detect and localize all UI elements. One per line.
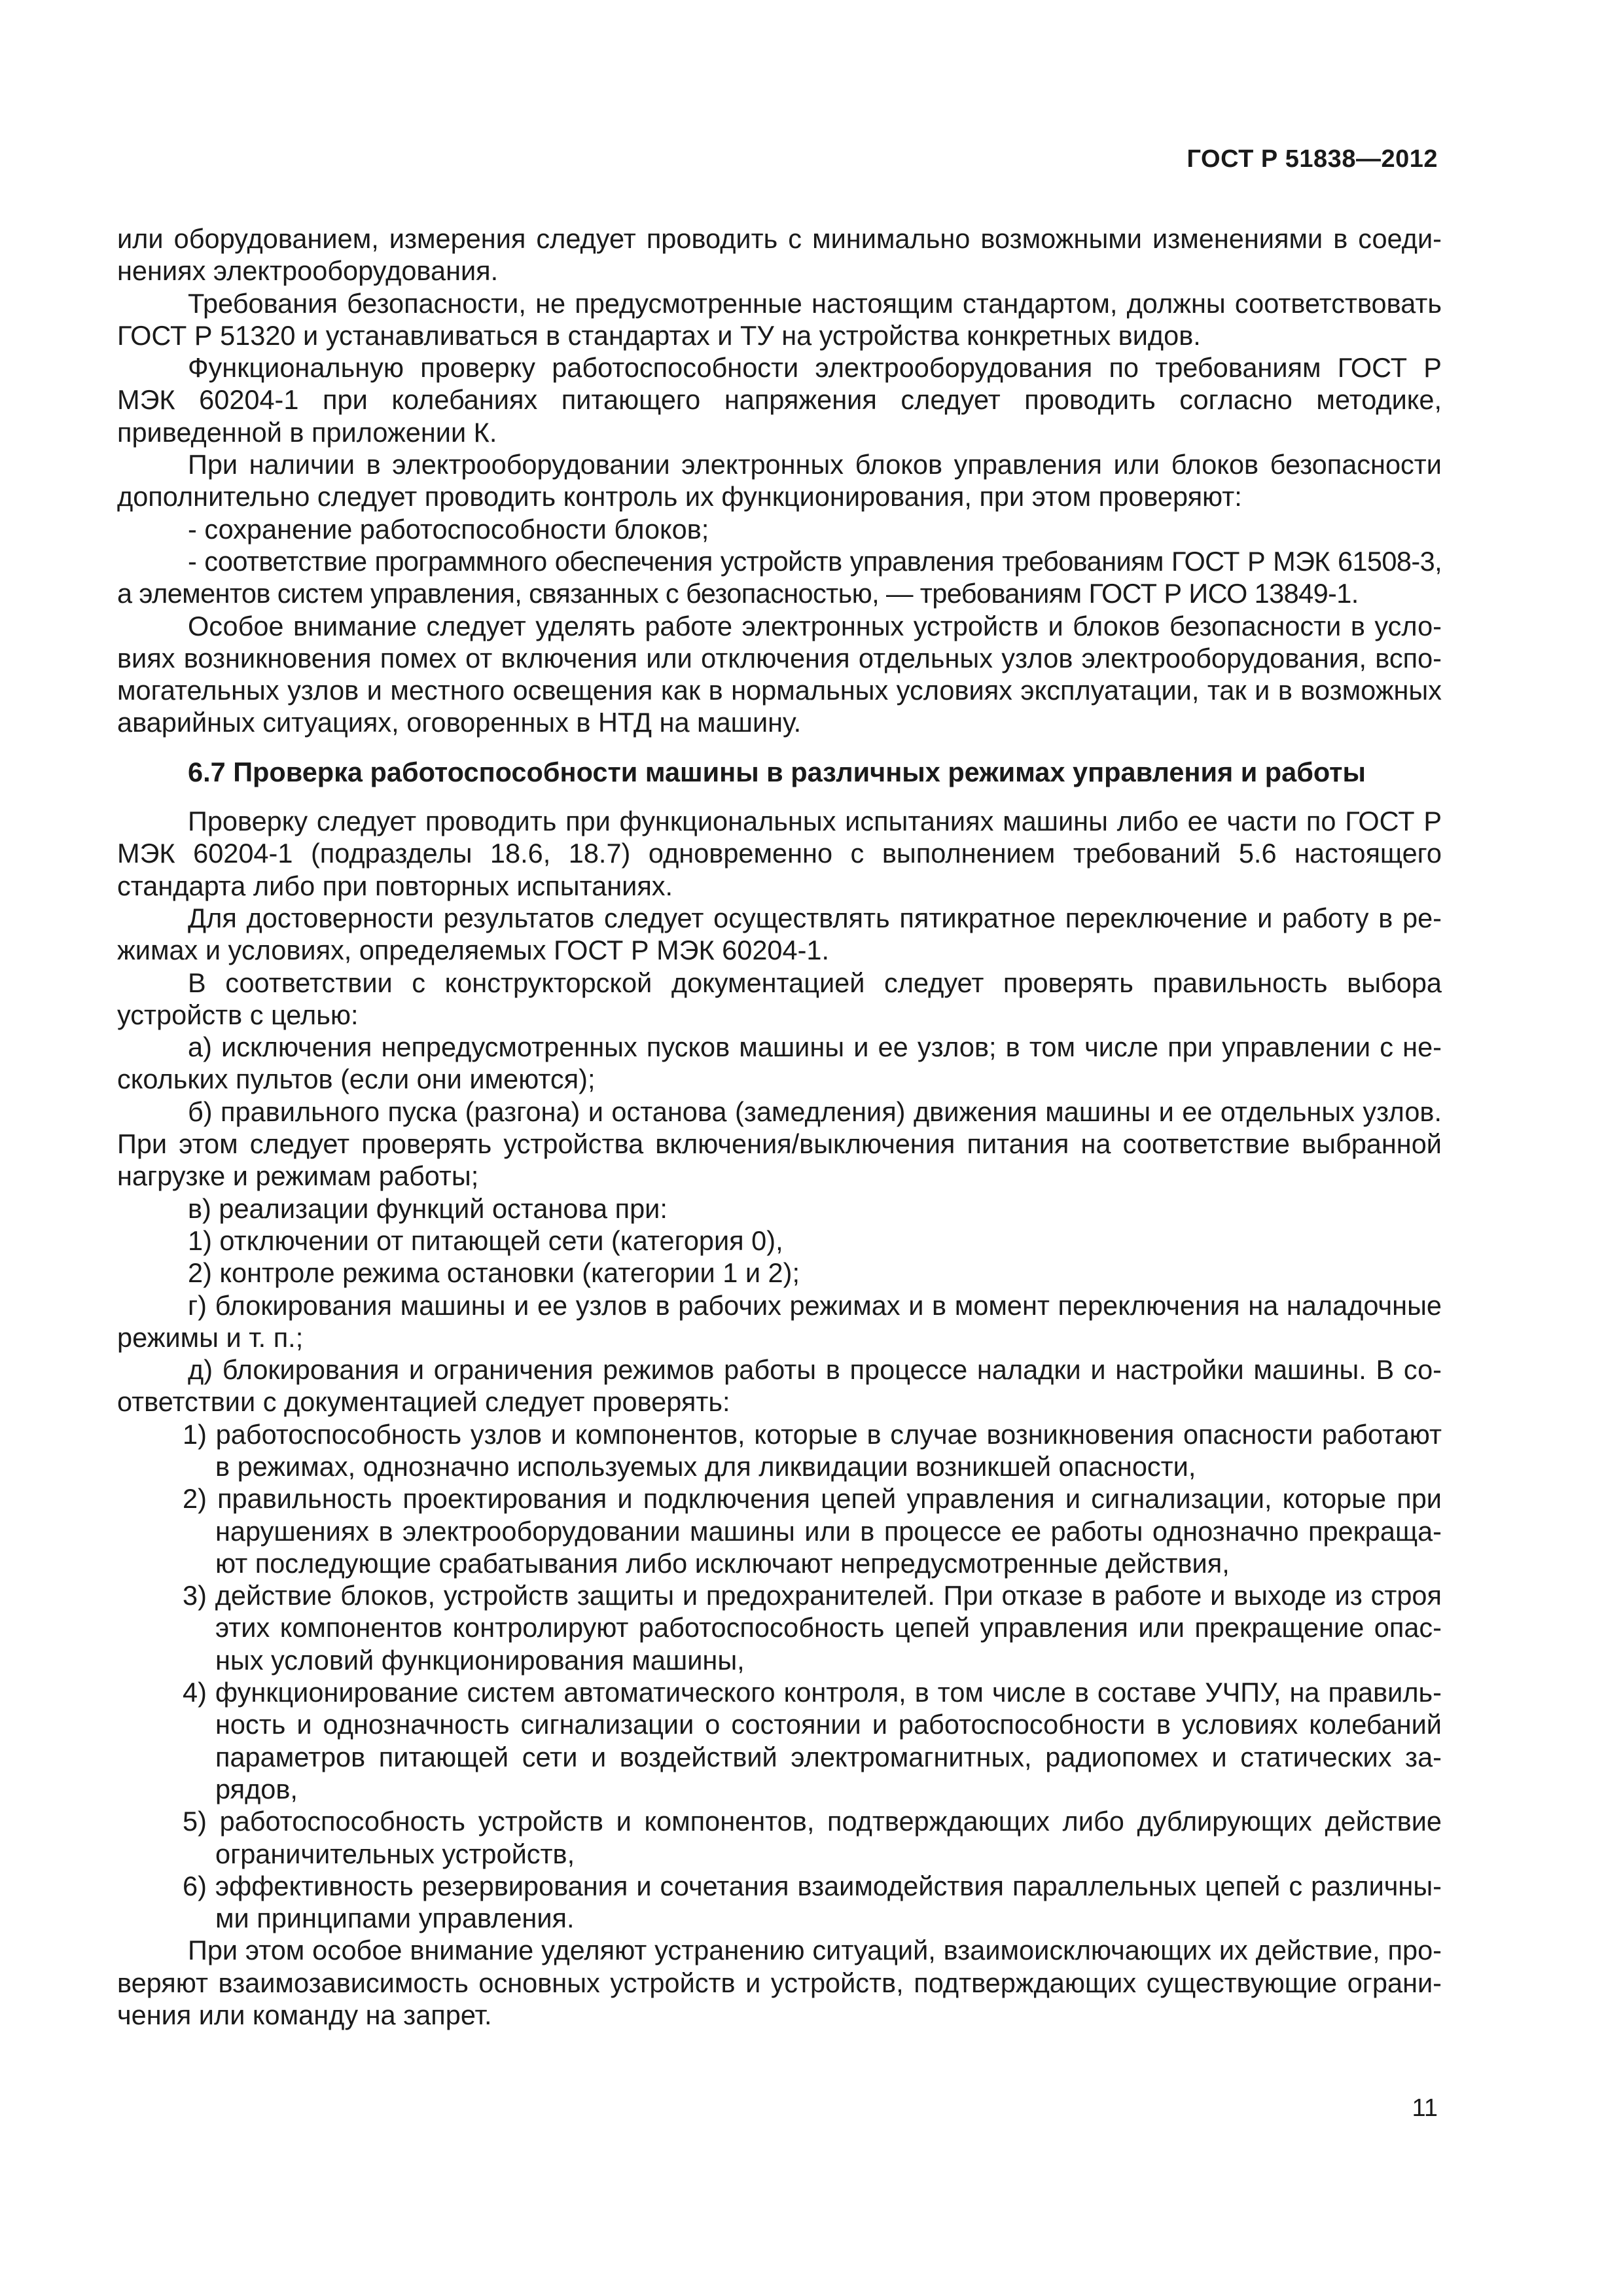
- list-item-letter: д) блокирования и ограничения режимов работы в процессе наладки и настройки машины. В со-ответствии с документацией следует проверять:: [117, 1354, 1442, 1418]
- list-item-letter: г) блокирования машины и ее узлов в рабочих режимах и в момент переключения на наладочные режимы и т. п.;: [117, 1289, 1442, 1353]
- numbered-list-item: 5) работоспособность устройств и компонентов, подтверждающих либо дублирующих действие ограничительных устройств,: [183, 1806, 1442, 1869]
- paragraph: При наличии в электрооборудовании электронных блоков управления или блоков безопасности дополнительно следует проводить контроль их функционирования, при этом проверяют:: [117, 449, 1442, 512]
- paragraph: При этом особое внимание уделяют устранению ситуаций, взаимоисключающих их действие, про-веряют взаимозависимость основных устройств и устройств, подтверждающих существующие ограни-чения или команду на запрет.: [117, 1935, 1442, 2031]
- paragraph-continued: или оборудованием, измерения следует проводить с минимально возможными изменениями в соеди-нениях электрооборудования.: [117, 223, 1442, 287]
- numbered-list-item: 3) действие блоков, устройств защиты и предохранителей. При отказе в работе и выходе из строя этих компонентов контролируют работоспособность цепей управления или прекращение опас-ных условий функционирования машины,: [183, 1580, 1442, 1676]
- list-item-number: 2) контроле режима остановки (категории 1 и 2);: [188, 1257, 800, 1289]
- paragraph: Проверку следует проводить при функциональных испытаниях машины либо ее части по ГОСТ Р МЭК 60204-1 (подразделы 18.6, 18.7) одновременно с выполнением требований 5.6 настоящего стандарта либо при повторных испытаниях.: [117, 806, 1442, 901]
- paragraph: Особое внимание следует уделять работе электронных устройств и блоков безопасности в усло-виях возникновения помех от включения или отключения отдельных узлов электрооборудования, вспо-могательных узлов и местного освещения как в нормальных условиях эксплуатации, так и в возможных аварийных ситуациях, оговоренных в НТД на машину.: [117, 610, 1442, 738]
- list-item-number: 1) отключении от питающей сети (категория 0),: [188, 1225, 783, 1256]
- paragraph: Требования безопасности, не предусмотренные настоящим стандартом, должны соответствовать ГОСТ Р 51320 и устанавливаться в стандартах и ТУ на устройства конкретных видов.: [117, 287, 1442, 351]
- page-number: 11: [1412, 2094, 1438, 2122]
- list-item-letter: б) правильного пуска (разгона) и останова (замедления) движения машины и ее отдельных узлов. При этом следует проверять устройства включения/выключения питания на соответствие выбранной нагрузке и режимам работы;: [117, 1096, 1442, 1192]
- section-heading: 6.7 Проверка работоспособности машины в различных режимах управления и работы: [188, 756, 1366, 787]
- numbered-list-item: 2) правильность проектирования и подключения цепей управления и сигнализации, которые при нарушениях в электрооборудовании машины или в процессе ее работы однозначно прекраща-ют последующие срабатывания либо исключают непредусмотренные действия,: [183, 1483, 1442, 1579]
- numbered-list-item: 4) функционирование систем автоматического контроля, в том числе в составе УЧПУ, на правиль-ность и однозначность сигнализации о состоянии и работоспособности в условиях колебаний параметров питающей сети и воздействий электромагнитных, радиопомех и статических за-рядов,: [183, 1677, 1442, 1804]
- list-item-dash: - соответствие программного обеспечения устройств управления требованиям ГОСТ Р МЭК 61508-3, а элементов систем управления, связанных с безопасностью, — требованиям ГОСТ Р ИСО 13849-1.: [117, 545, 1442, 609]
- list-item-letter: в) реализации функций останова при:: [188, 1193, 668, 1224]
- paragraph: Функциональную проверку работоспособности электрооборудования по требованиям ГОСТ Р МЭК 60204-1 при колебаниях питающего напряжения следует проводить согласно методике, приведенной в приложении К.: [117, 352, 1442, 448]
- list-item-letter: а) исключения непредусмотренных пусков машины и ее узлов; в том числе при управлении с не-скольких пультов (если они имеются);: [117, 1031, 1442, 1095]
- paragraph: Для достоверности результатов следует осуществлять пятикратное переключение и работу в ре-жимах и условиях, определяемых ГОСТ Р МЭК 60204-1.: [117, 902, 1442, 966]
- numbered-list-item: 1) работоспособность узлов и компонентов, которые в случае возникновения опасности работают в режимах, однозначно используемых для ликвидации возникшей опасности,: [183, 1418, 1442, 1482]
- numbered-list-item: 6) эффективность резервирования и сочетания взаимодействия параллельных цепей с различны-ми принципами управления.: [183, 1870, 1442, 1934]
- paragraph: В соответствии с конструкторской документацией следует проверять правильность выбора устройств с целью:: [117, 967, 1442, 1030]
- document-body: [117, 223, 1442, 2031]
- document-header-standard-id: ГОСТ Р 51838—2012: [1186, 145, 1438, 173]
- list-item-dash: - сохранение работоспособности блоков;: [188, 513, 709, 545]
